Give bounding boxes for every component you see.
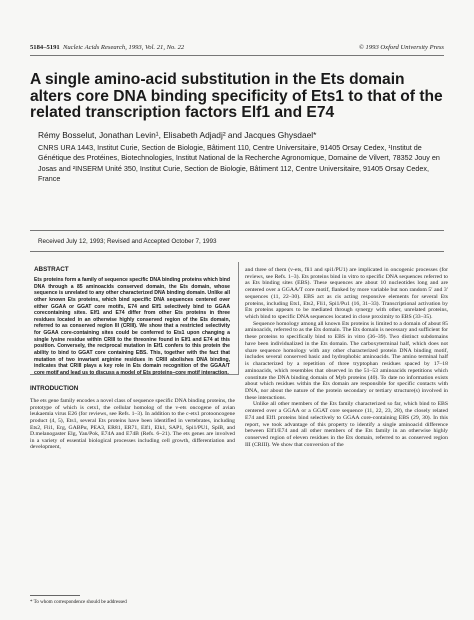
received-dates: Received July 12, 1993; Revised and Accepted October 7, 1993 <box>38 238 217 245</box>
paper-title: A single amino-acid substitution in the Ets domain alters core DNA binding specificity of Ets1 to that of the related transcription factors Elf1 and E74 <box>30 71 443 121</box>
page-range: 5184–5191 <box>30 44 60 51</box>
introduction-heading: INTRODUCTION <box>30 385 79 392</box>
received-rule-bottom <box>30 251 444 252</box>
abstract-text: Ets proteins form a family of sequence specific DNA binding proteins which bind DNA through a 85 aminoacids conserved domain, the Ets domain, whose sequence is unrelated to any other characterized DNA binding domain. Unlike all other known Ets proteins, which bind specific DNA sequences centered over either GGAA or GGAT core motifs, E74 and Elf1 selectively bind to GGAA corecontaining sites. Elf1 and E74 differ from other Ets proteins in three residues located in an otherwise highly conserved region of the Ets domain, referred to as conserved region III (CRIII). We show that a restricted selectivity for GGAA core-containing sites could be conferred to Ets1 upon changing a single lysine residue within CRIII to the threonine found in Elf1 and E74 at this position. Conversely, the reciprocal mutation in Elf1 confers to this protein the ability to bind to GGAT core containing EBS. This, together with the fact that mutation of two invariant arginine residues in CRIII abolishes DNA binding, indicates that CRIII plays a key role in Ets domain recognition of the GGAA/T core motif and lead us to discuss a model of Ets proteins–core motif interaction. <box>34 277 230 376</box>
author-list: Rémy Bosselut, Jonathan Levin¹, Elisabeth Adjadj² and Jacques Ghysdael* <box>38 130 317 140</box>
introduction-text: The ets gene family encodes a novel class of sequence specific DNA binding proteins, the prototype of which is cets1, the cellular homolog of the v-ets oncogene of avian leukaemia virus E26 (for reviews, see Refs. 1–3). In addition to the c-ets1 protooncogene product (4, 5), Ets1, several Ets proteins have been identified in vertebrates, including Ets2, Fli1, Erg, GABPα, PEA3, ER81, ER71, Elf1, Elk1, SAP1, Spi1/PU1, SpiB, and D.melanogaster Elg, Yan/Pok, E74A and E74B (Refs. 6–21). The ets genes are involved in a variety of essential biological processes including cell growth, differentiation and development, <box>30 398 235 451</box>
right-column <box>245 267 448 448</box>
copyright: © 1993 Oxford University Press <box>358 44 444 51</box>
header-rule <box>30 55 444 56</box>
body-paragraph: Unlike all other members of the Ets family characterized so far, which bind to EBS centered over a GGAA or a GGAT core sequence (11, 22, 23, 28), the closely related E74 and Elf1 proteins bind selectively to GGAA core-containing EBS (29, 30). In this report, we took advantage of this property to identify a single aminoacid difference between Elf1/E74 and all other members of the Ets family in an otherwise highly conserved region of eleven residues in the Ets domain, referred to as conserved region III (CRIII). We show that conversion of the <box>245 401 448 448</box>
journal-citation: Nucleic Acids Research, 1993, Vol. 21, No. 22 <box>62 44 185 51</box>
body-paragraph: Sequence homology among all known Ets proteins is limited to a domain of about 85 aminoacids, referred to as the Ets domain. The Ets domain is necessary and sufficient for these proteins to specifically bind to EBS in vitro (36–39). Two distinct subdomains have been individualized in the Ets domain. The carboxyterminal half, which does not share sequence homology with any other characterized protein DNA binding motif, includes several conserved basic and hydrophobic aminoacids. The amino terminal half is characterized by a repetition of three tryptophan residues spaced by 17–18 aminoacids, which resembles that observed in the 51–53 aminoacids repetitions which constitute the DNA binding domain of Myb proteins (40). To date no information exists about which residues within the Ets domain are responsible for specific contacts with DNA, nor about the nature of the protein secondary or tertiary structure(s) involved in these interactions. <box>245 320 448 401</box>
abstract-section <box>30 266 230 376</box>
received-rule-top <box>30 230 444 231</box>
footnote: * To whom correspondence should be addressed <box>30 600 127 605</box>
affiliations: CNRS URA 1443, Institut Curie, Section de Biologie, Bâtiment 110, Centre Universitaire, 91405 Orsay Cedex, ¹Institut de Génétique des Protéines, Biotechnologies, Institut National de la Recherche Agronomique, Domaine de Vilvert, 78352 Jouy en Josas and ²INSERM Unité 350, Institut Curie, Section de Biologie, Bâtiment 112, Centre Universitaire, 91405 Orsay Cedex, France <box>38 143 440 183</box>
abstract-heading: ABSTRACT <box>34 266 69 273</box>
body-paragraph: and three of them (v-ets, fli1 and spi1/PU1) are implicated in oncogenic processes (for reviews, see Refs. 1–3). Ets proteins bind in vitro to specific DNA sequences referred to as Ets binding sites (EBS). These sequences are about 10 nucleotides long and are centered over a GGAA/T core motif, flanked by more variable but non random 5′ and 3′ sequences (11, 22–30). EBS act as cis acting responsive elements for several Ets proteins, including Ets1, Ets2, Fli1, Spi1/Pu1 (16, 31–33). Transcriptional activation by Ets proteins appears to be mediated through synergy with other, unrelated proteins, which bind to specific DNA sequences located in close proximity to EBS (33–35). <box>245 267 448 321</box>
footnote-rule <box>30 595 80 596</box>
header-citation-group <box>30 44 184 51</box>
running-header <box>30 44 444 51</box>
